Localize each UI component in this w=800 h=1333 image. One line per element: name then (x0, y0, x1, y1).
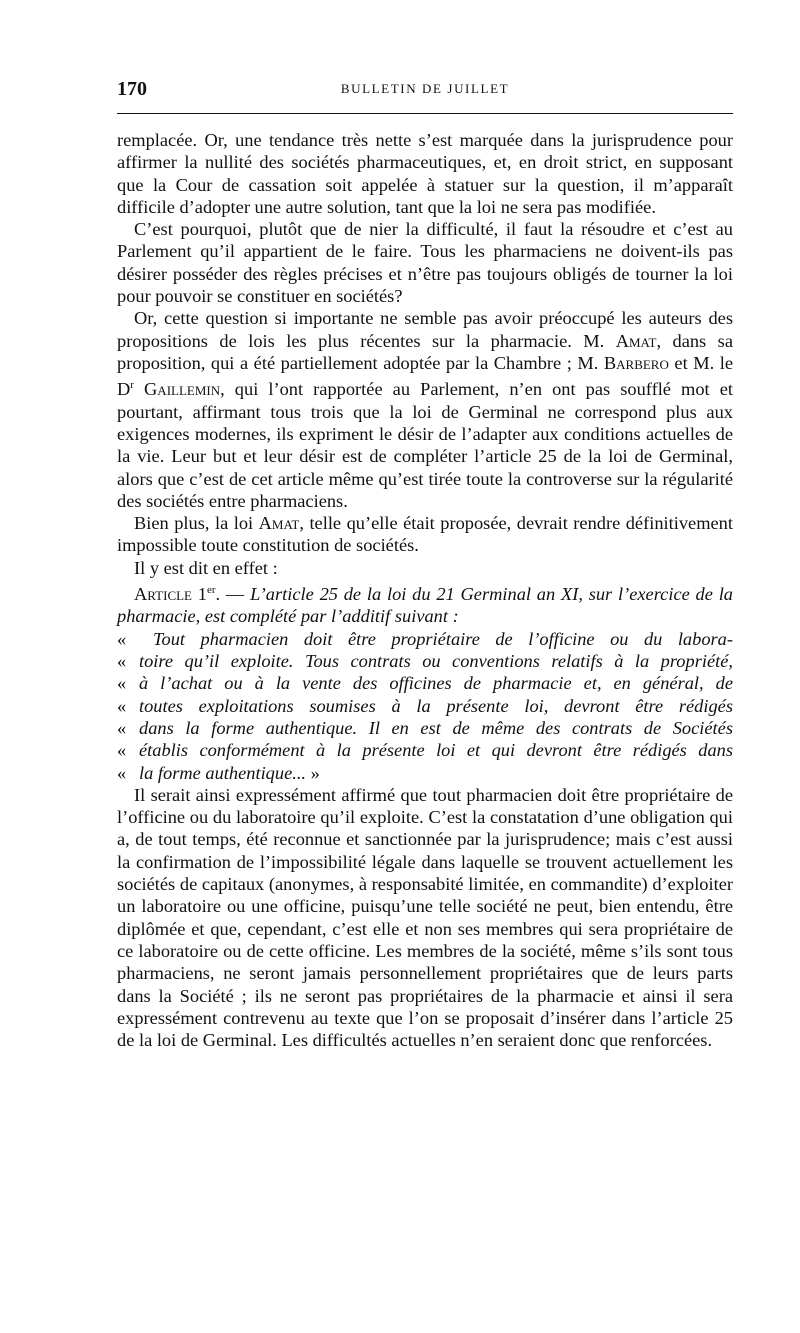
quote-line-text: Tout pharmacien doit être propriétaire de l’officine ou du labora- (153, 628, 733, 649)
paragraph-4-text: Bien plus, la loi (134, 513, 259, 534)
running-title: BULLETIN DE JUILLET (340, 81, 510, 96)
page-header (117, 76, 733, 102)
name-barbero: Barbero (603, 352, 669, 373)
paragraph-6: Il serait ainsi expressément affirmé que tout pharmacien doit être propriétaire de l’officine ou du laboratoire qu’il exploite. C’est la constatation d’une obligation qui a, de tout temps, été reconnue et sanctionnée par la jurisprudence; mais c’est aussi la confirmation de l’impossibilité légale dans laquelle se trouvent actuellement les sociétés de capitaux (anonymes, à responsabité limitée, en commandite) d’exploiter un laboratoire ou une officine, puisqu’une telle société ne peut, bien entendu, être diplômée et que, cependant, c’est elle et non ses membres qui sera propriétaire de ce laboratoire ou de cette officine. Les membres de la société, même s’ils sont tous pharmaciens, ne seront jamais personnellement propriétaires que de leurs parts dans la Société ; ils ne seront pas propriétaires de la pharmacie et ainsi il sera expressément contrevenu au texte que l’on se proposait d’insérer dans l’article 25 de la loi de Germinal. Les difficultés actuelles n’en seraient donc que renforcées. (117, 784, 733, 1051)
paragraph-4-text: , telle qu’elle était proposée, devrait rendre définitivement impossible toute constitution de sociétés. (117, 513, 733, 556)
page-number: 170 (117, 78, 147, 100)
opening-guillemet: « (117, 740, 127, 761)
name-gaillemin: Gaillemin (144, 379, 221, 400)
quote-line-text: établis conformément à la présente loi et qui devront être rédigés dans (139, 740, 733, 761)
article-label: Article (134, 584, 192, 605)
paragraph-3-text: et M. le D (117, 352, 733, 400)
paragraph-3 (117, 307, 733, 512)
opening-guillemet: « (117, 717, 127, 738)
opening-guillemet: « (117, 762, 127, 783)
opening-guillemet: « (117, 673, 127, 694)
doctor-superscript: r (130, 379, 134, 392)
paragraph-3-text: , dans sa proposition, qui a été partiellement adoptée par la Chambre ; M. (117, 330, 733, 373)
article-heading (117, 579, 733, 628)
quote-line-text (139, 762, 733, 784)
quote-line (117, 695, 733, 717)
quote-line (117, 650, 733, 672)
body-text (117, 129, 733, 1051)
quote-line (117, 739, 733, 761)
quote-line (117, 762, 733, 784)
opening-guillemet: « (117, 651, 127, 672)
paragraph-2: C’est pourquoi, plutôt que de nier la difficulté, il faut la résoudre et c’est au Parlement qu’il appartient de le faire. Tous les pharmaciens ne doivent-ils pas désirer posséder des règles précises et n’être pas toujours obligés de tourner la loi pour pouvoir se constituer en sociétés? (117, 219, 733, 307)
quote-line-text: à l’achat ou à la vente des officines de pharmacie et, en général, de (139, 673, 733, 694)
article-text: L’article 25 de la loi du 21 Germinal an XI, sur l’exercice de la pharmacie, est complété par l’additif suivant : (117, 584, 734, 627)
quoted-additif (117, 628, 733, 784)
quote-line (117, 672, 733, 694)
quote-line-text: dans la forme authentique. Il en est de même des contrats de Sociétés (139, 717, 733, 738)
paragraph-5: Il y est dit en effet : (134, 557, 278, 578)
name-amat: Amat (258, 513, 300, 534)
article-dash: . — (215, 584, 251, 605)
quote-line (117, 717, 733, 739)
quote-line-text: toutes exploitations soumises à la présente loi, devront être rédigés (139, 695, 733, 716)
article-number: 1 (197, 584, 207, 605)
paragraph-1: remplacée. Or, une tendance très nette s’est marquée dans la jurisprudence pour affirmer la nullité des sociétés pharmaceutiques, et, en droit strict, en supposant que la Cour de cassation soit appelée à statuer sur la question, il m’apparaît difficile d’adopter une autre solution, tant que la loi ne sera pas modifiée. (117, 130, 733, 217)
paragraph-4 (117, 512, 733, 557)
closing-guillemet: » (310, 762, 320, 783)
quote-line (117, 628, 733, 650)
header-rule (117, 113, 733, 114)
article-superscript: er (207, 584, 216, 597)
opening-guillemet: « (117, 695, 127, 716)
paragraph-3-text: Or, cette question si importante ne semble pas avoir préoccupé les auteurs des propositions de lois les plus récentes sur la pharmacie. M. (117, 308, 733, 351)
quote-last-text: la forme authentique... (139, 762, 307, 783)
name-amat: Amat (615, 330, 657, 351)
opening-guillemet: « (117, 628, 127, 649)
quote-line-text: toire qu’il exploite. Tous contrats ou conventions relatifs à la propriété, (139, 651, 733, 672)
paragraph-3-text: , qui l’ont rapportée au Parlement, n’en ont pas soufflé mot et pourtant, affirmant tous trois que la loi de Germinal ne correspond plus aux exigences modernes, ils expriment le désir de l’adapter aux conditions actuelles de la vie. Leur but et leur désir est de compléter l’article 25 de la loi de Germinal, alors que c’est de cet article même qu’est tirée toute la controverse sur la régularité des sociétés entre pharmaciens. (117, 379, 733, 511)
